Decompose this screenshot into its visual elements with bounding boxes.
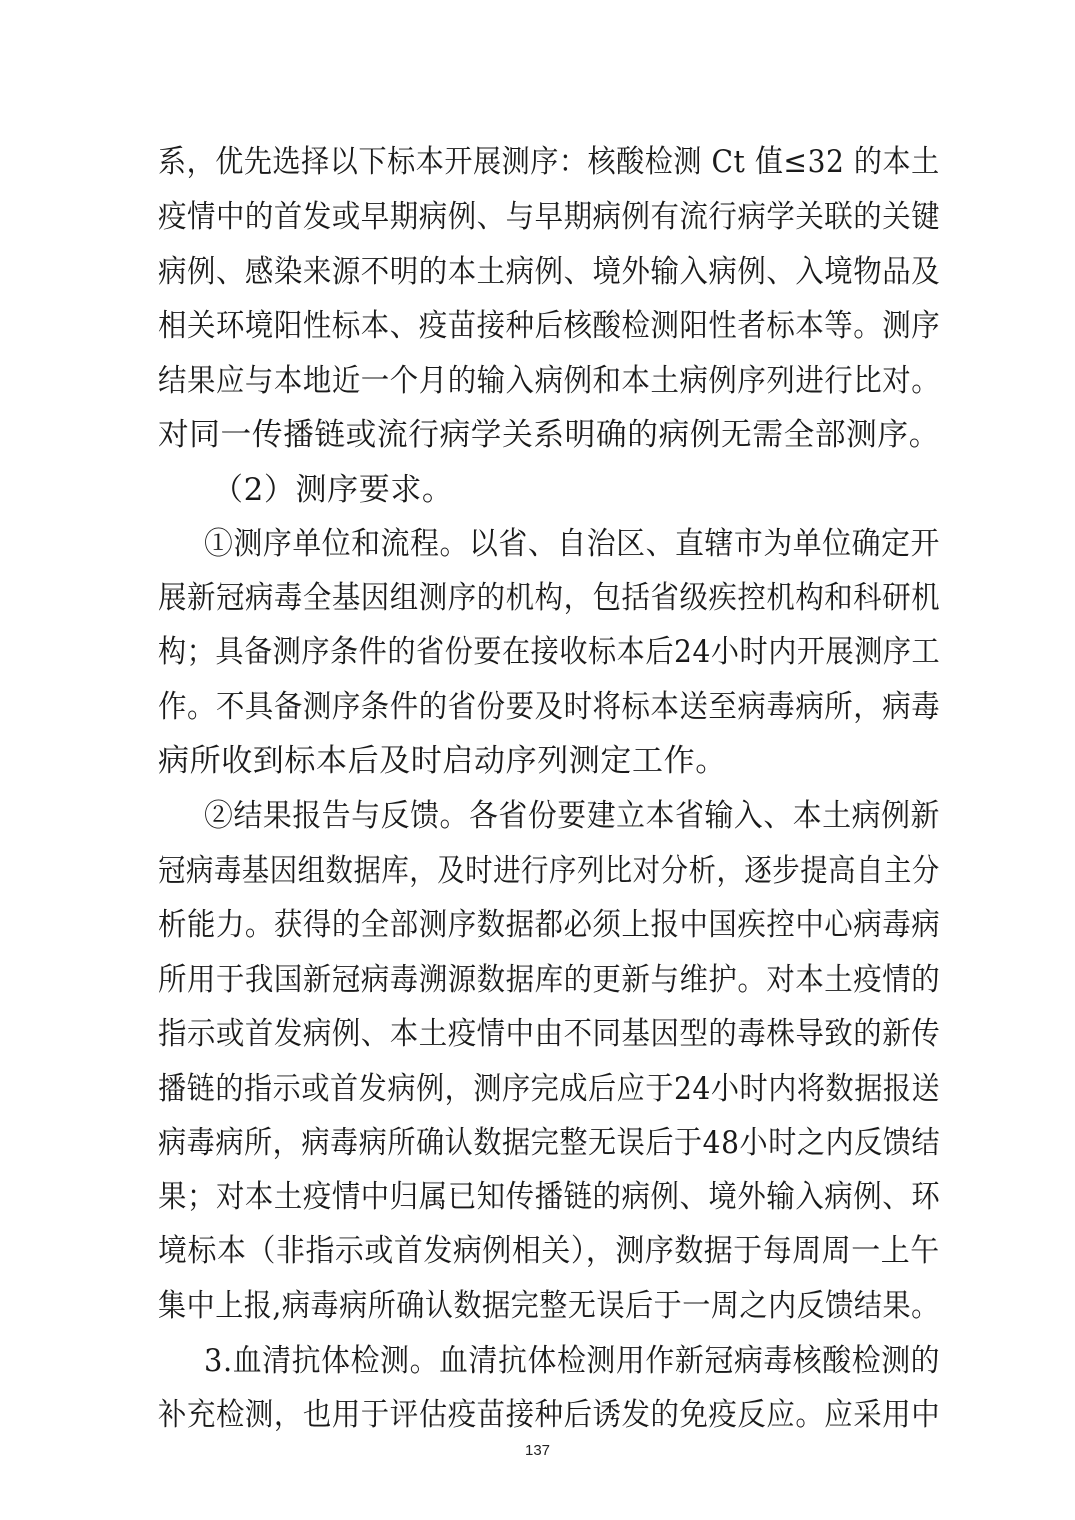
text-line: 对同一传播链或流行病学关系明确的病例无需全部测序。 [158,417,940,453]
text-line: 集中上报,病毒病所确认数据完整无误后于一周之内反馈结果。 [158,1288,940,1324]
text-line: 冠病毒基因组数据库，及时进行序列比对分析，逐步提高自主分 [158,853,940,889]
text-line: 播链的指示或首发病例，测序完成后应于24小时内将数据报送 [158,1071,941,1107]
page-number: 137 [524,1442,551,1459]
text-line: 所用于我国新冠病毒溯源数据库的更新与维护。对本土疫情的 [158,962,941,998]
text-line: 系，优先选择以下标本开展测序：核酸检测 Ct 值≤32 的本土 [158,144,940,180]
text-line: 病毒病所，病毒病所确认数据完整无误后于48小时之内反馈结 [158,1125,941,1161]
paragraph-first-line: ②结果报告与反馈。各省份要建立本省输入、本土病例新 [204,798,940,834]
text-line: 病所收到标本后及时启动序列测定工作。 [158,743,727,779]
text-line: 结果应与本地近一个月的输入病例和本土病例序列进行比对。 [158,363,941,399]
text-line: 补充检测，也用于评估疫苗接种后诱发的免疫反应。应采用中 [158,1397,941,1433]
text-line: 境标本（非指示或首发病例相关），测序数据于每周周一上午 [158,1233,940,1269]
text-line: 展新冠病毒全基因组测序的机构，包括省级疾控机构和科研机 [158,580,941,616]
text-line: 构；具备测序条件的省份要在接收标本后24小时内开展测序工 [158,634,941,670]
text-line: 作。不具备测序条件的省份要及时将标本送至病毒病所，病毒 [158,689,941,725]
section-heading: （2）测序要求。 [212,472,454,508]
text-line: 相关环境阳性标本、疫苗接种后核酸检测阳性者标本等。测序 [158,308,941,344]
text-line: 果；对本土疫情中归属已知传播链的病例、境外输入病例、环 [158,1179,941,1215]
text-line: 病例、感染来源不明的本土病例、境外输入病例、入境物品及 [158,254,941,290]
text-line: 析能力。获得的全部测序数据都必须上报中国疾控中心病毒病 [158,907,941,943]
paragraph-first-line: ①测序单位和流程。以省、自治区、直辖市为单位确定开 [204,526,940,562]
text-line: 疫情中的首发或早期病例、与早期病例有流行病学关联的关键 [158,199,941,235]
paragraph-first-line: 3.血清抗体检测。血清抗体检测用作新冠病毒核酸检测的 [204,1343,941,1379]
text-line: 指示或首发病例、本土疫情中由不同基因型的毒株导致的新传 [158,1016,941,1052]
